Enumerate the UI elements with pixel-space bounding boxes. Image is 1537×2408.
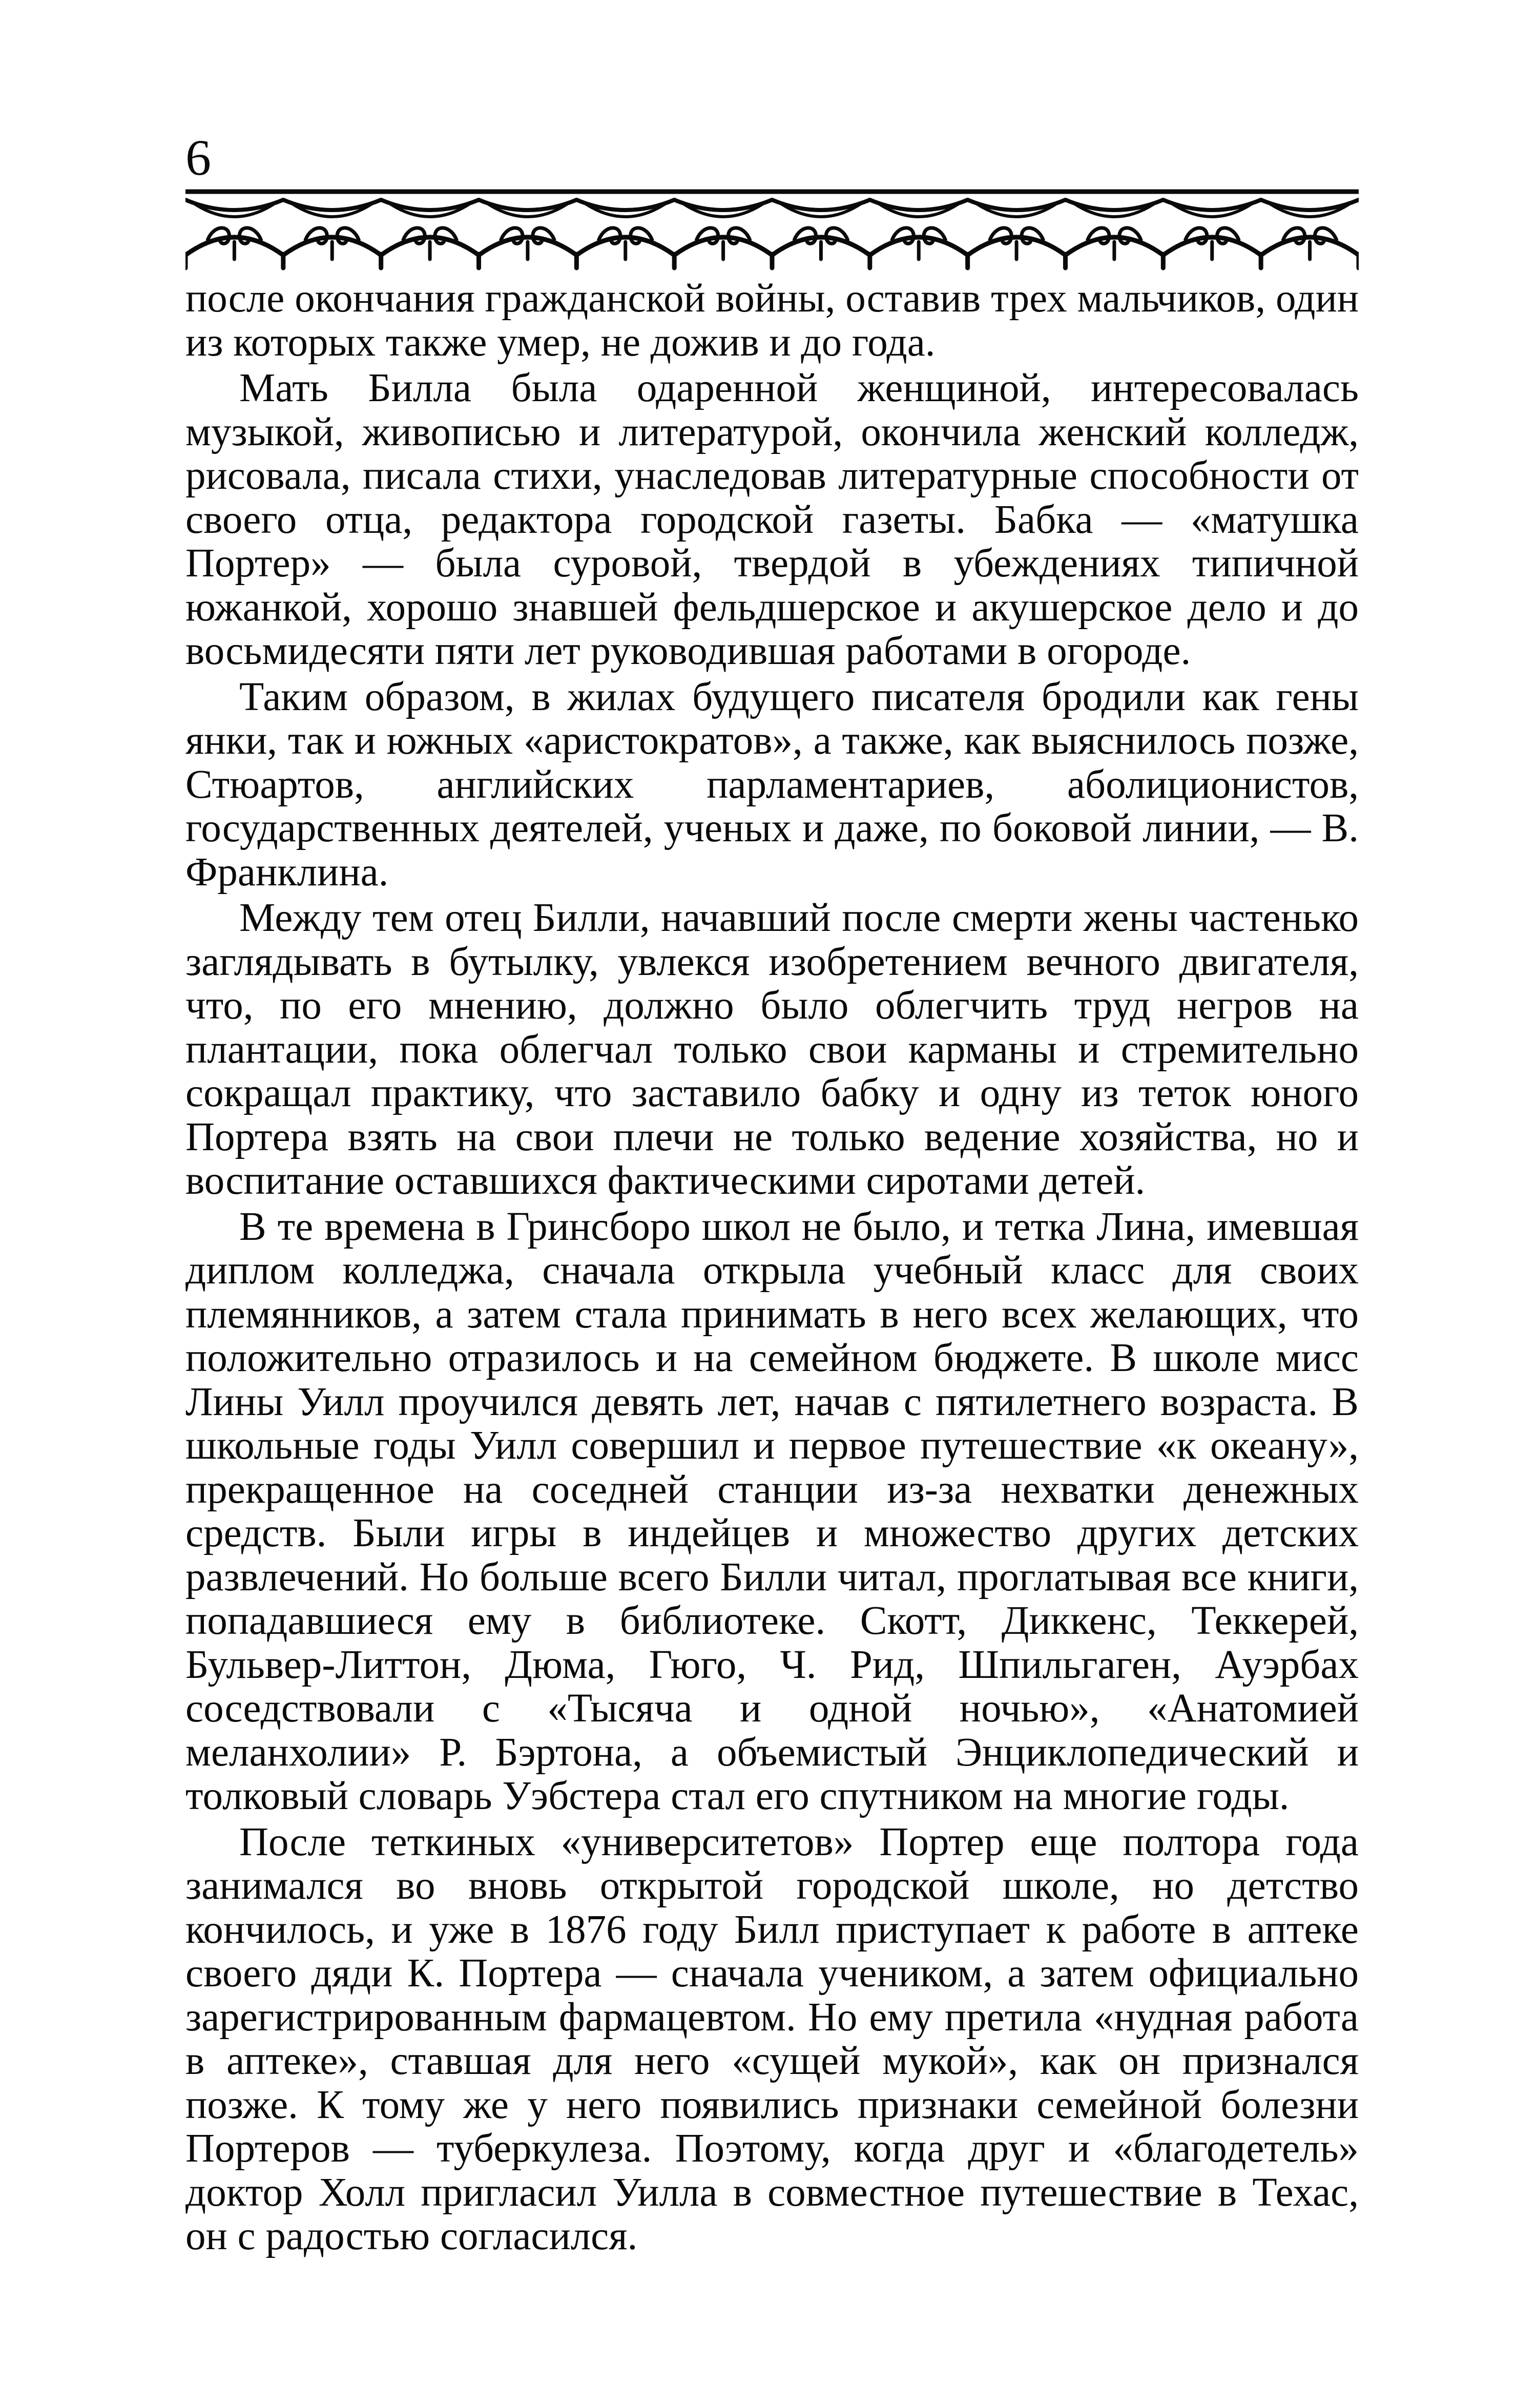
decorative-border-ornament [185,189,1359,276]
paragraph: Таким образом, в жилах будущего писателя бродили как гены янки, так и южных «аристократов», а также, как выяснилось позже, Стюартов, английских парламентариев, аболиционистов, государственных деятелей, ученых и даже, по боковой линии, — В. Франклина. [185,674,1359,895]
page-number: 6 [185,129,211,186]
paragraph: После теткиных «университетов» Портер еще полтора года занимался во вновь открытой городской школе, но детство кончилось, и уже в 1876 году Билл приступает к работе в аптеке своего дяди К. Портера — сначала учеником, а затем официально зарегистрированным фармацевтом. Но ему претила «нудная работа в аптеке», ставшая для него «сущей мукой», как он признался позже. К тому же у него появились признаки семейной болезни Портеров — туберкулеза. Поэтому, когда друг и «благодетель» доктор Холл пригласил Уилла в совместное путешествие в Техас, он с радостью согласился. [185,1819,1359,2258]
paragraph: после окончания гражданской войны, оставив трех мальчиков, один из которых также умер, не дожив и до года. [185,276,1359,365]
paragraph: Между тем отец Билли, начавший после смерти жены частенько заглядывать в бутылку, увлекся изобретением вечного двигателя, что, по его мнению, должно было облегчить труд негров на плантации, пока облегчал только свои карманы и стремительно сокращал практику, что заставило бабку и одну из теток юного Портера взять на свои плечи не только ведение хозяйства, но и воспитание оставшихся фактическими сиротами детей. [185,896,1359,1203]
body-text [185,277,1359,2258]
paragraph: В те времена в Гринсборо школ не было, и тетка Лина, имевшая диплом колледжа, сначала открыла учебный класс для своих племянников, а затем стала принимать в него всех желающих, что положительно отразилось и на семейном бюджете. В школе мисс Лины Уилл проучился девять лет, начав с пятилетнего возраста. В школьные годы Уилл совершил и первое путешествие «к океану», прекращенное на соседней станции из-за нехватки денежных средств. Были игры в индейцев и множество других детских развлечений. Но больше всего Билли читал, проглатывая все книги, попадавшиеся ему в библиотеке. Скотт, Диккенс, Теккерей, Бульвер-Литтон, Дюма, Гюго, Ч. Рид, Шпильгаген, Ауэрбах соседствовали с «Тысяча и одной ночью», «Анатомией меланхолии» Р. Бэртона, а объемистый Энциклопедический и толковый словарь Уэбстера стал его спутником на многие годы. [185,1204,1359,1818]
paragraph: Мать Билла была одаренной женщиной, интересовалась музыкой, живописью и литературой, окончила женский колледж, рисовала, писала стихи, унаследовав литературные способности от своего отца, редактора городской газеты. Бабка — «матушка Портер» — была суровой, твердой в убеждениях типичной южанкой, хорошо знавшей фельдшерское и акушерское дело и до восьмидесяти пяти лет руководившая работами в огороде. [185,366,1359,673]
